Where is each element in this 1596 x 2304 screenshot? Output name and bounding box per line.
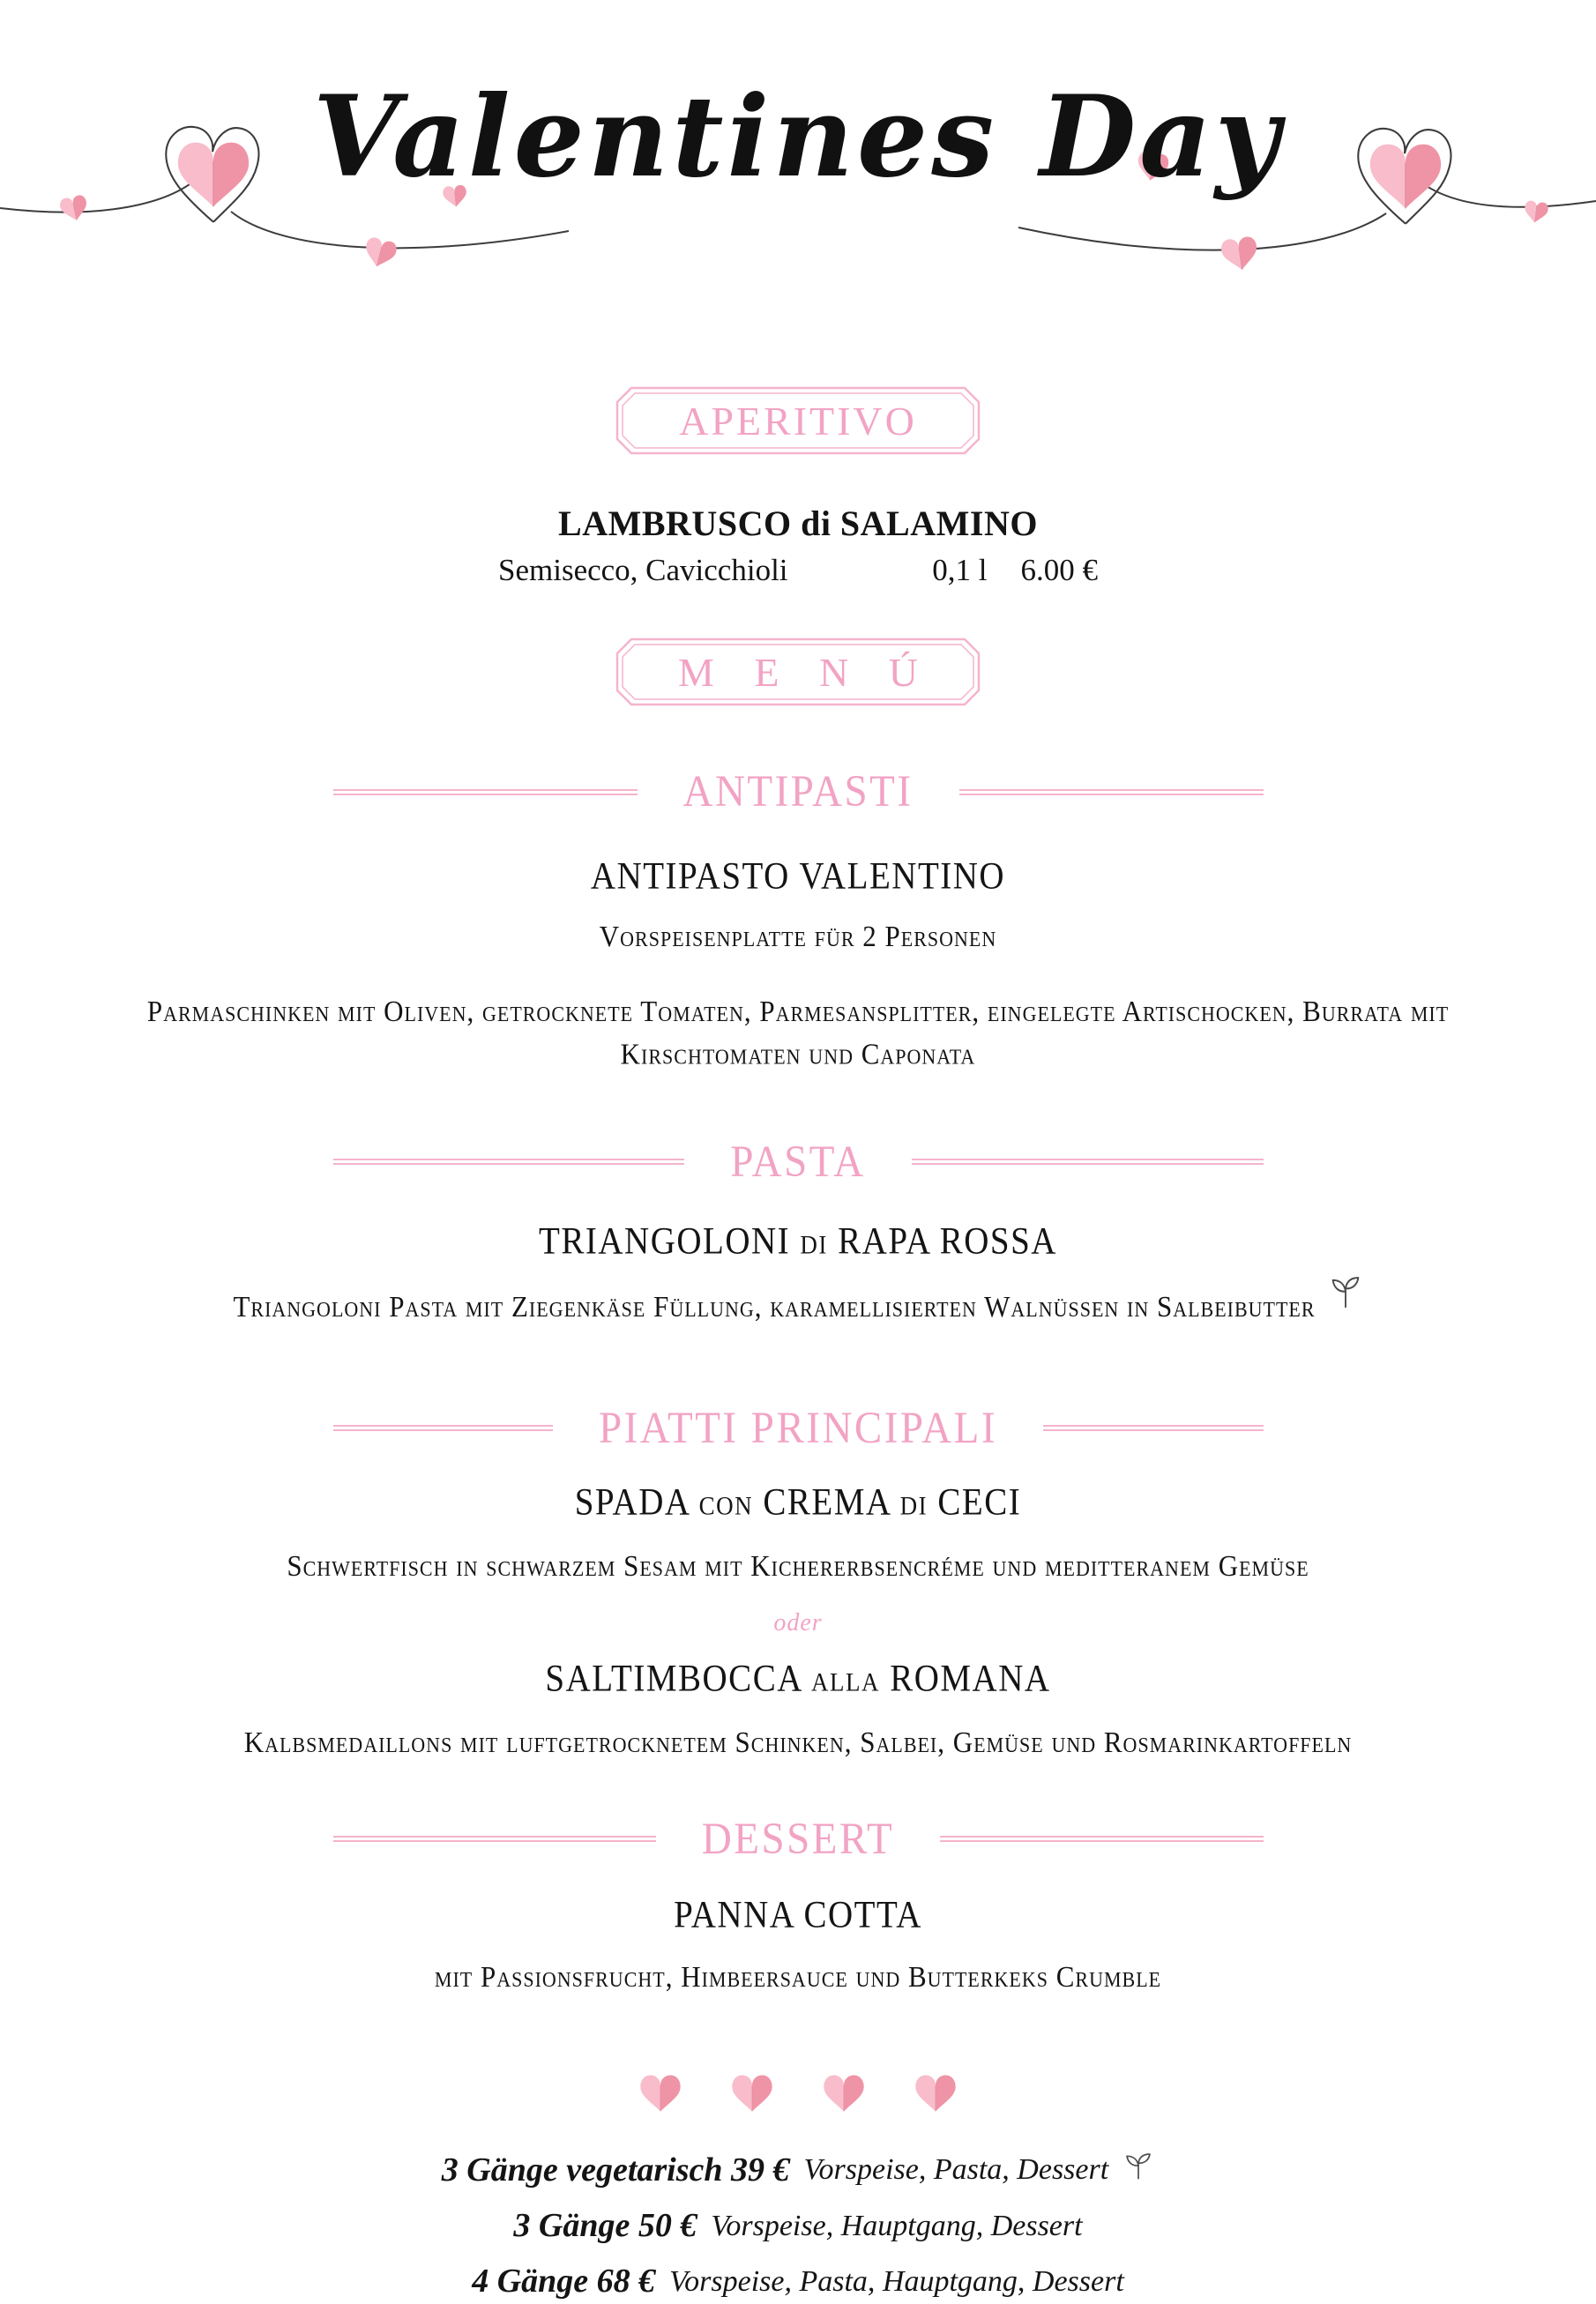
section-title: ANTIPASTI [682,766,914,817]
header [0,0,1596,346]
section-heading-antipasti [333,768,1264,816]
paper-heart-icon [59,194,90,223]
course-name: ANTIPASTO VALENTINO [590,854,1006,898]
course-description: Schwertfisch in schwarzem Sesam mit Kichererbsencréme und meditteranem Gemüse [287,1548,1309,1583]
paper-heart-icon [637,2071,684,2115]
paper-heart-icon [1220,235,1260,272]
aperitivo-item-price: 6.00 € [1020,553,1098,587]
paper-heart-icon [820,2071,868,2115]
menu-box [615,638,981,706]
section-heading-piatti-principali [333,1405,1264,1452]
hearts-row [0,2071,1596,2115]
divider-line [940,1836,1263,1842]
paper-heart-icon [1523,200,1549,224]
section-title: PIATTI PRINCIPALI [598,1403,998,1453]
price-line-three-course [0,2204,1596,2248]
paper-heart-icon [728,2071,776,2115]
or-separator: oder [773,1608,823,1637]
divider-line [333,1836,656,1842]
page-title: Valentines Day [312,71,1284,202]
course-description: Kalbsmedaillons mit luftgetrocknetem Schinken, Salbei, Gemüse und Rosmarinkartoffeln [243,1725,1353,1759]
price-line-four-course [0,2260,1596,2303]
divider-line [333,1159,685,1165]
divider-line [912,1159,1264,1165]
paper-heart-icon [912,2071,959,2115]
divider-line [959,789,1264,795]
divider-line [333,1425,553,1431]
price-courses: Vorspeise, Hauptgang, Dessert [711,2209,1083,2242]
course-description: mit Passionsfrucht, Himbeersauce und Butterkeks Crumble [434,1959,1162,1993]
price-line-vegetarian [0,2149,1596,2192]
price-label: 4 Gänge 68 € [472,2263,656,2300]
aperitivo-box [615,386,981,455]
price-courses: Vorspeise, Pasta, Dessert [803,2153,1109,2187]
course-description: Parmaschinken mit Oliven, getrocknete Tomaten, Parmesansplitter, eingelegte Artischocken, Burrata mit Kirschtomaten und Caponata [146,994,1450,1070]
section-title: PASTA [730,1137,866,1187]
course-subtitle: Vorspeisenplatte für 2 Personen [599,919,997,953]
price-label: 3 Gänge vegetarisch 39 € [441,2151,790,2188]
course-name: PANNA COTTA [674,1893,922,1935]
aperitivo-item-detail: Semisecco, Cavicchioli [498,553,788,587]
course-description: Triangoloni Pasta mit Ziegenkäse Füllung, karamellisierten Walnüssen in Salbeibutter [233,1289,1316,1323]
price-label: 3 Gänge 50 € [513,2206,697,2244]
menu-label: M E N Ú [678,649,933,695]
vegetarian-leaf-icon [1328,1272,1363,1310]
aperitivo-item-size: 0,1 l [932,553,988,587]
section-title: DESSERT [701,1814,895,1864]
course-name: SALTIMBOCCA alla ROMANA [545,1657,1051,1699]
divider-line [1043,1425,1263,1431]
divider-line [333,789,638,795]
pricing [0,2149,1596,2304]
section-heading-pasta [333,1138,1264,1186]
vegetarian-leaf-icon [1122,2150,1154,2181]
course-name: TRIANGOLONI di RAPA ROSSA [539,1219,1057,1262]
price-courses: Vorspeise, Pasta, Hauptgang, Dessert [669,2264,1124,2298]
paper-heart-icon [362,236,398,271]
aperitivo-item-name: LAMBRUSCO di SALAMINO [558,503,1038,543]
course-name: SPADA con CREMA di CECI [574,1480,1022,1523]
section-heading-dessert [333,1816,1264,1863]
aperitivo-label: APERITIVO [679,398,917,444]
course-description-row [110,1286,1486,1329]
aperitivo-item-details [498,553,1098,588]
